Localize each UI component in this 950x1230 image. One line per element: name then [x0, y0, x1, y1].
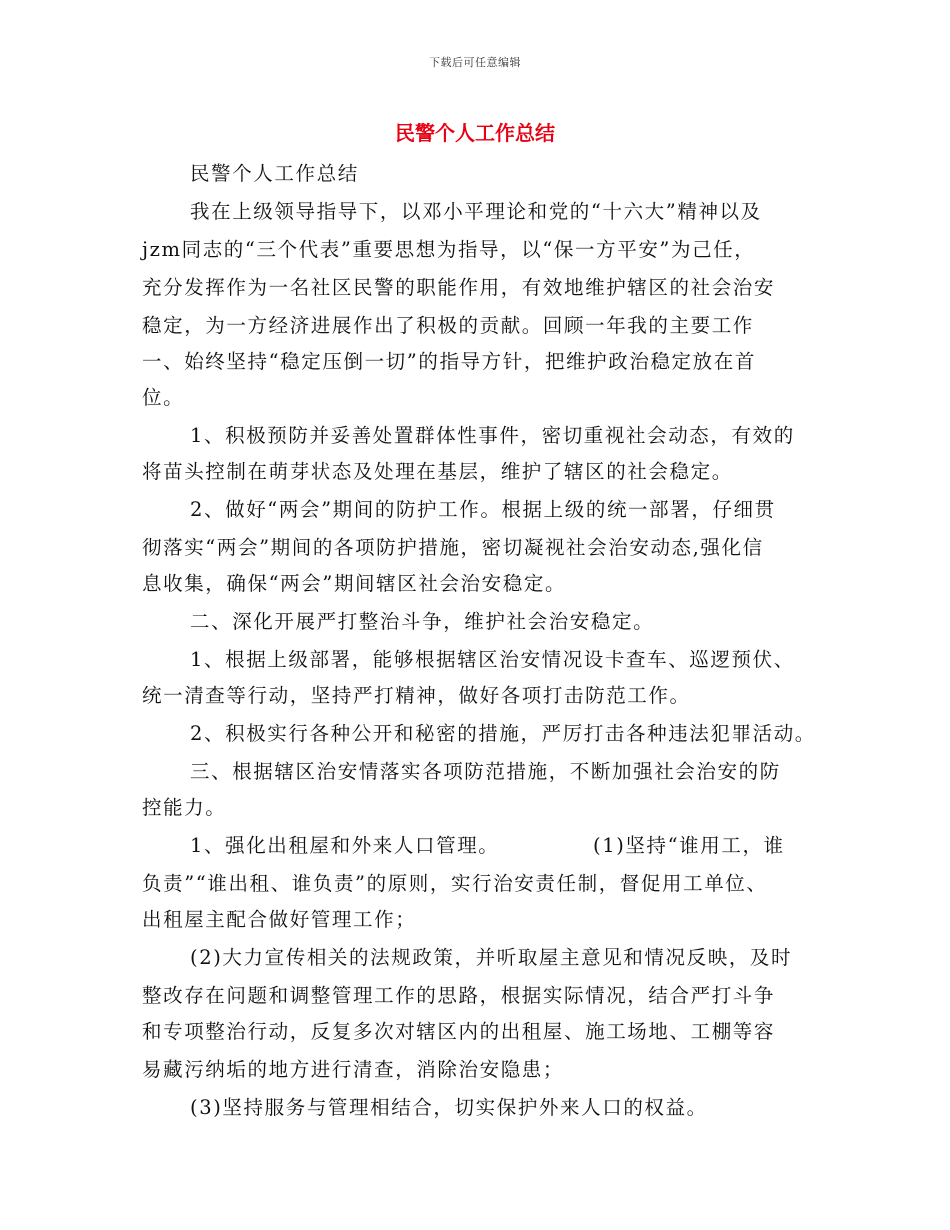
body-line: 将苗头控制在萌芽状态及处理在基层，维护了辖区的社会稳定。 [142, 460, 733, 483]
body-line: 2、做好“两会”期间的防护工作。根据上级的统一部署，仔细贯 [190, 498, 776, 521]
body-line: (3)坚持服务与管理相结合，切实保护外来人口的权益。 [190, 1096, 708, 1119]
body-line: 1、强化出租屋和外来人口管理。 (1)坚持“谁用工，谁 [190, 834, 785, 857]
header-note: 下载后可任意编辑 [429, 56, 521, 69]
body-line: 彻落实“两会”期间的各项防护措施，密切凝视社会治安动态,强化信 [142, 536, 764, 559]
body-line: 民警个人工作总结 [190, 162, 359, 185]
body-line: 易藏污纳垢的地方进行清查，消除治安隐患； [142, 1058, 565, 1081]
body-line: 1、积极预防并妥善处置群体性事件，密切重视社会动态，有效的 [190, 424, 795, 447]
body-line: 整改存在问题和调整管理工作的思路，根据实际情况，结合严打斗争 [142, 984, 776, 1007]
body-line: 1、根据上级部署，能够根据辖区治安情况设卡查车、巡逻预伏、 [190, 648, 795, 671]
body-line: 负责”“谁出租、谁负责”的原则，实行治安责任制，督促用工单位、 [142, 872, 768, 895]
body-line: 2、积极实行各种公开和秘密的措施，严厉打击各种违法犯罪活动。 [190, 722, 816, 745]
body-line: jzm同志的“三个代表”重要思想为指导，以“保一方平安”为己任， [142, 238, 756, 261]
body-line: 和专项整治行动，反复多次对辖区内的出租屋、施工场地、工棚等容 [142, 1020, 776, 1043]
body-line: 一、始终坚持“稳定压倒一切”的指导方针，把维护政治稳定放在首 [142, 350, 756, 373]
document-title: 民警个人工作总结 [395, 121, 555, 145]
body-line: 稳定，为一方经济进展作出了积极的贡献。回顾一年我的主要工作 [142, 314, 754, 337]
body-line: 统一清查等行动，坚持严打精神，做好各项打击防范工作。 [142, 684, 691, 707]
body-line: 三、根据辖区治安情落实各项防范措施，不断加强社会治安的防 [190, 760, 781, 783]
body-line: 控能力。 [142, 796, 227, 819]
body-line: 我在上级领导指导下，以邓小平理论和党的“十六大”精神以及 [190, 200, 762, 223]
body-line: (2)大力宣传相关的法规政策，并听取屋主意见和情况反映，及时 [190, 946, 793, 969]
body-line: 二、深化开展严打整治斗争，维护社会治安稳定。 [190, 610, 655, 633]
body-line: 充分发挥作为一名社区民警的职能作用，有效地维护辖区的社会治安 [142, 276, 776, 299]
body-line: 出租屋主配合做好管理工作； [142, 908, 417, 931]
body-line: 位。 [142, 386, 185, 409]
body-line: 息收集，确保“两会”期间辖区社会治安稳定。 [142, 572, 567, 595]
